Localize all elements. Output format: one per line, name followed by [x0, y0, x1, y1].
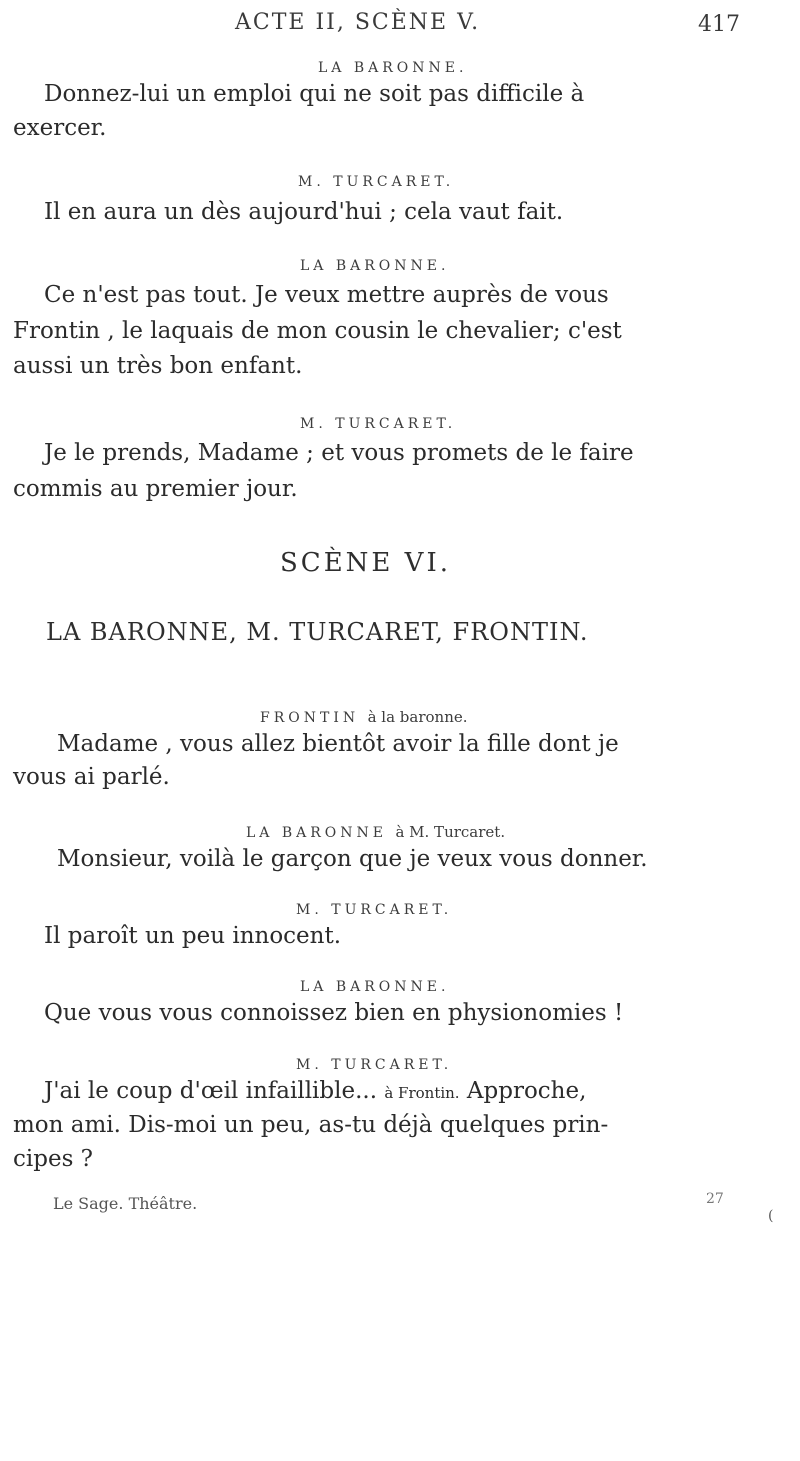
dialogue-text: J'ai le coup d'œil infaillible... [44, 1078, 378, 1104]
dialogue-line [44, 1078, 586, 1104]
dialogue-line: exercer. [13, 115, 107, 141]
speaker-name: LA BARONNE [246, 825, 387, 841]
dialogue-line: Il paroît un peu innocent. [44, 923, 342, 949]
speaker-label: LA BARONNE. [300, 979, 450, 995]
dialogue-line: Donnez-lui un emploi qui ne soit pas difficile à [44, 81, 585, 107]
dialogue-line: Il en aura un dès aujourd'hui ; cela vaut fait. [44, 199, 564, 225]
page-number: 417 [698, 12, 740, 37]
stage-direction: à M. Turcaret. [395, 823, 506, 841]
footer-signature: Le Sage. Théâtre. [53, 1194, 198, 1213]
footer-mark: ( [768, 1208, 774, 1224]
speaker-label: LA BARONNE. [300, 258, 450, 274]
dialogue-line: Frontin , le laquais de mon cousin le chevalier; c'est [13, 318, 622, 344]
dialogue-line: aussi un très bon enfant. [13, 353, 303, 379]
dialogue-line: Que vous vous connoissez bien en physionomies ! [44, 1000, 624, 1026]
running-head: ACTE II, SCÈNE V. [235, 10, 481, 35]
character-list: LA BARONNE, M. TURCARET, FRONTIN. [46, 618, 589, 646]
speaker-name: FRONTIN [260, 710, 360, 726]
stage-direction: à Frontin. [384, 1084, 460, 1102]
speaker-label: M. TURCARET. [296, 902, 453, 918]
dialogue-line: Madame , vous allez bientôt avoir la fille dont je [57, 731, 619, 757]
speaker-label: M. TURCARET. [296, 1057, 453, 1073]
scene-title: SCÈNE VI. [280, 548, 451, 578]
dialogue-line: Je le prends, Madame ; et vous promets de le faire [44, 440, 634, 466]
dialogue-line: mon ami. Dis-moi un peu, as-tu déjà quelques prin- [13, 1112, 609, 1138]
speaker-label: M. TURCARET. [300, 416, 457, 432]
stage-direction: à la baronne. [367, 708, 468, 726]
dialogue-line: cipes ? [13, 1146, 94, 1172]
dialogue-line: Ce n'est pas tout. Je veux mettre auprès de vous [44, 282, 609, 308]
dialogue-line: commis au premier jour. [13, 476, 298, 502]
dialogue-line: Monsieur, voilà le garçon que je veux vous donner. [57, 846, 648, 872]
signature-mark: 27 [706, 1191, 724, 1207]
dialogue-line: vous ai parlé. [13, 764, 170, 790]
speaker-label: M. TURCARET. [298, 174, 455, 190]
speaker-label [246, 823, 505, 841]
speaker-label [260, 708, 468, 726]
speaker-label: LA BARONNE. [318, 60, 468, 76]
dialogue-text: Approche, [466, 1078, 587, 1104]
